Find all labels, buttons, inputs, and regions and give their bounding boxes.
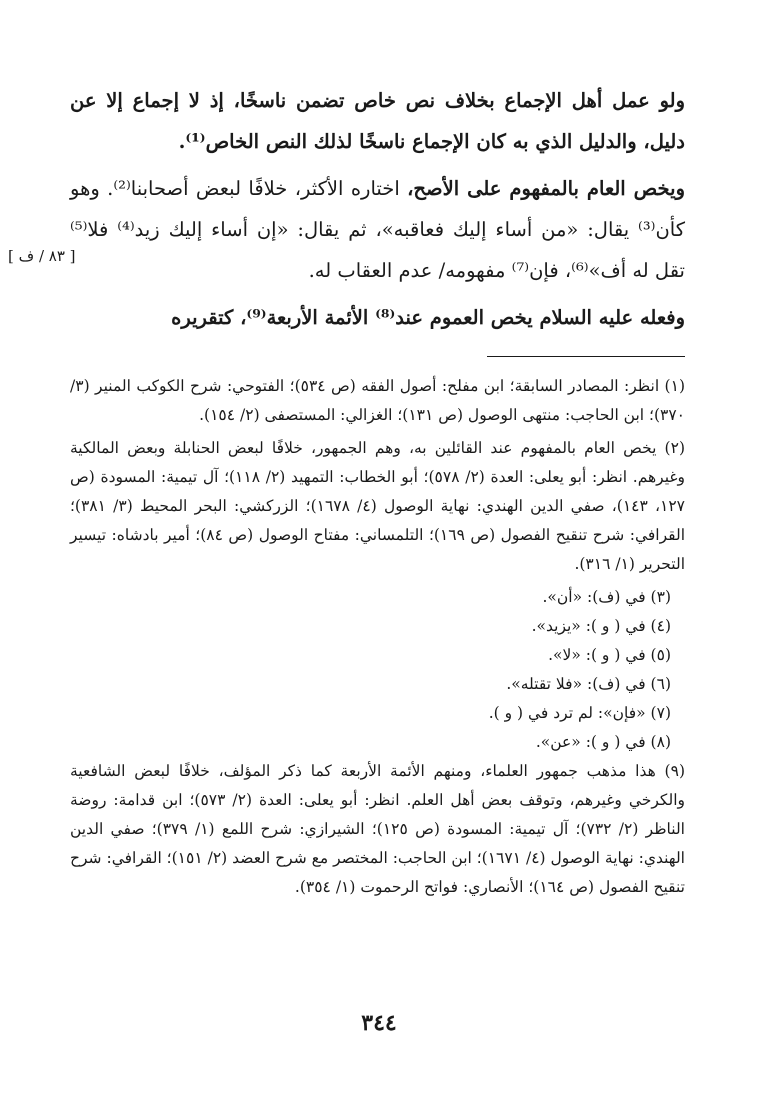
main-paragraph-3	[70, 297, 685, 338]
footnote-1: (١) انظر: المصادر السابقة؛ ابن مفلح: أصول الفقه (ص ٥٣٤)؛ الفتوحي: شرح الكوكب المنير (٣/ ٣٧٠)؛ ابن الحاجب: منتهى الوصول (ص ١٣١)؛ الغزالي: المستصفى (٢/ ١٥٤).	[70, 377, 685, 424]
footnote-3: (٣) في (ف): «أن».	[542, 588, 671, 606]
footnote-2: (٢) يخص العام بالمفهوم عند القائلين به، وهم الجمهور، خلافًا لبعض الحنابلة وبعض المالكية وغيرهم. انظر: أبو يعلى: العدة (٢/ ٥٧٨)؛ أبو الخطاب: التمهيد (٢/ ١١٨)؛ آل تيمية: المسودة (ص ١٢٧، ١٤٣)، صفي الدين الهندي: نهاية الوصول (٤/ ١٦٧٨)؛ الزركشي: البحر المحيط (٣/ ٣٨١)؛ القرافي: شرح تنقيح الفصول (ص ١٦٩)؛ التلمساني: مفتاح الوصول (ص ٨٤)؛ أمير بادشاه: تيسير التحرير (١/ ٣١٦).	[70, 439, 686, 573]
paragraph-2-bold: ويخص العام بالمفهوم على الأصح،	[407, 177, 685, 200]
paragraph-3-bold: وفعله عليه السلام يخص العموم عند⁽⁸⁾ الأئمة الأربعة⁽⁹⁾، كتقريره	[171, 306, 685, 329]
main-paragraph-2	[70, 168, 685, 291]
paragraph-1-text: ولو عمل أهل الإجماع بخلاف نص خاص تضمن ناسخًا، إذ لا إجماع إلا عن دليل، والدليل الذي به كان الإجماع ناسخًا لذلك النص الخاص⁽¹⁾.	[70, 89, 685, 153]
footnote-4: (٤) في ( و ): «يزيد».	[531, 617, 671, 635]
manuscript-folio-marker: [ ٨٣ / ف ]	[8, 247, 76, 265]
footnote-7: (٧) «فإن»: لم ترد في ( و ).	[488, 704, 671, 722]
footnote-8: (٨) في ( و ): «عن».	[535, 733, 671, 751]
footnote-6: (٦) في (ف): «فلا تقتله».	[506, 675, 671, 693]
page-number: ٣٤٤	[361, 1010, 397, 1036]
footnote-5: (٥) في ( و ): «لا».	[548, 646, 671, 664]
main-paragraph-1	[70, 80, 685, 162]
footnote-separator	[487, 356, 685, 357]
main-text	[70, 80, 685, 338]
paragraph-2-text: اختاره الأكثر، خلافًا لبعض أصحابنا⁽²⁾. وهو كأن⁽³⁾ يقال: «من أساء إليك فعاقبه»، ثم يقال: «إن أساء إليك زيد⁽⁴⁾ فلا⁽⁵⁾ تقل له أف»⁽⁶⁾، فإن⁽⁷⁾ مفهومه/ عدم العقاب له.	[70, 177, 685, 282]
footnotes	[70, 372, 685, 906]
footnote-9: (٩) هذا مذهب جمهور العلماء، ومنهم الأئمة الأربعة كما ذكر المؤلف، خلافًا لبعض الشافعية والكرخي وغيرهم، وتوقف بعض أهل العلم. انظر: أبو يعلى: العدة (٢/ ٥٧٣)؛ ابن قدامة: روضة الناظر (٢/ ٧٣٢)؛ آل تيمية: المسودة (ص ١٢٥)؛ الشيرازي: شرح اللمع (١/ ٣٧٩)؛ صفي الدين الهندي: نهاية الوصول (٤/ ١٦٧١)؛ ابن الحاجب: المختصر مع شرح العضد (٢/ ١٥١)؛ القرافي: شرح تنقيح الفصول (ص ١٦٤)؛ الأنصاري: فواتح الرحموت (١/ ٣٥٤).	[70, 762, 685, 896]
